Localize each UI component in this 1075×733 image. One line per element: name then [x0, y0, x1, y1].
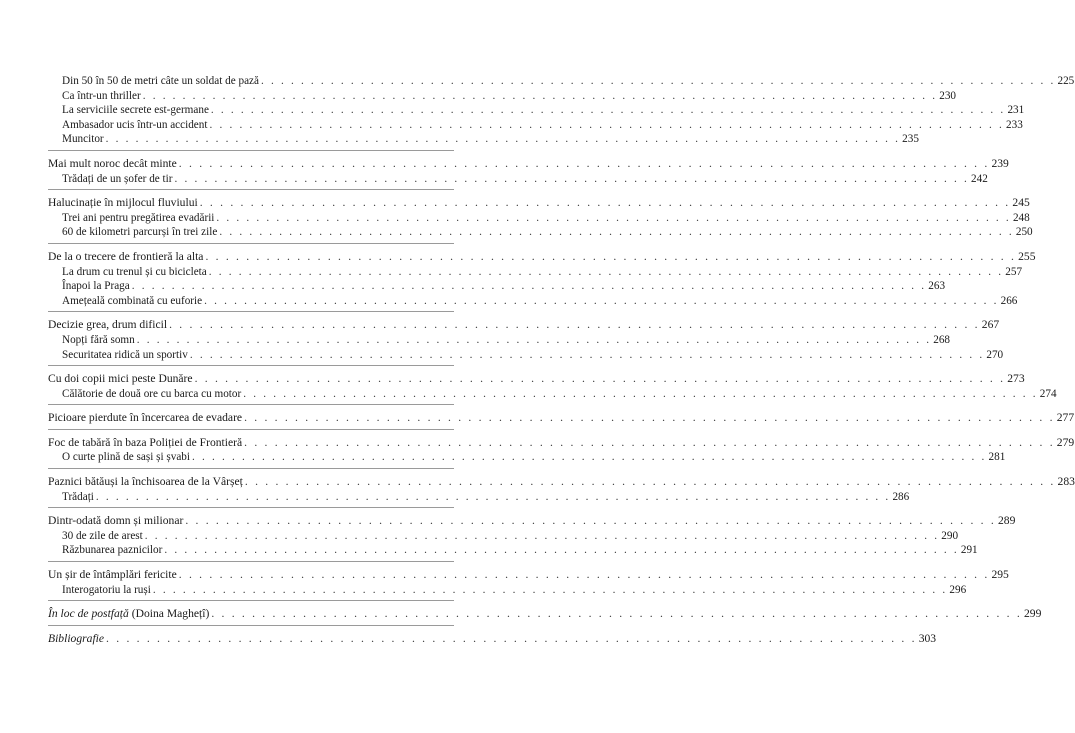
toc-chapter: [48, 568, 1009, 583]
toc-group: [48, 411, 1075, 430]
dot-leader: . . . . . . . . . . . . . . . . . . . . . . . . . . . . . . . . . . . . . . . . . . . . . . . . . . . . . . . . . . . . . . . . . . . . . . . . . . . . . . . .: [152, 583, 948, 596]
toc-group: [48, 514, 1016, 562]
page-number: 239: [991, 156, 1009, 170]
toc-subentry: [48, 543, 978, 558]
dot-leader: . . . . . . . . . . . . . . . . . . . . . . . . . . . . . . . . . . . . . . . . . . . . . . . . . . . . . . . . . . . . . . . . . . . . . . . . . . . . . . . .: [174, 172, 970, 185]
toc-subentry: [48, 172, 988, 187]
postscript-title: În loc de postfață: [48, 607, 129, 621]
entry-title: 60 de kilometri parcurși în trei zile: [62, 226, 218, 239]
page-number: 277: [1056, 411, 1075, 425]
toc-subentry: [48, 103, 1025, 118]
entry-title: Paznici bătăuși la închisoarea de la Vârșeț: [48, 475, 243, 489]
dot-leader: . . . . . . . . . . . . . . . . . . . . . . . . . . . . . . . . . . . . . . . . . . . . . . . . . . . . . . . . . . . . . . . . . . . . . . . . . . . . . . . .: [211, 607, 1022, 621]
dot-leader: . . . . . . . . . . . . . . . . . . . . . . . . . . . . . . . . . . . . . . . . . . . . . . . . . . . . . . . . . . . . . . . . . . . . . . . . . . . . . . . .: [216, 211, 1011, 224]
entry-title: Trădați: [62, 490, 94, 503]
dot-leader: . . . . . . . . . . . . . . . . . . . . . . . . . . . . . . . . . . . . . . . . . . . . . . . . . . . . . . . . . . . . . . . . . . . . . . . . . . . . . . . .: [136, 333, 932, 346]
page-number: 270: [986, 348, 1004, 361]
dot-leader: . . . . . . . . . . . . . . . . . . . . . . . . . . . . . . . . . . . . . . . . . . . . . . . . . . . . . . . . . . . . . . . . . . . . . . . . . . . . . . . .: [142, 89, 938, 102]
entry-title: Halucinație în mijlocul fluviului: [48, 196, 198, 210]
entry-title: Decizie grea, drum dificil: [48, 318, 168, 332]
entry-title: La drum cu trenul și cu bicicleta: [62, 265, 207, 278]
dot-leader: . . . . . . . . . . . . . . . . . . . . . . . . . . . . . . . . . . . . . . . . . . . . . . . . . . . . . . . . . . . . . . . . . . . . . . . . . . . . . . . .: [192, 451, 987, 464]
entry-title: 30 de zile de arest: [62, 529, 143, 542]
toc-group: [48, 372, 1057, 405]
dot-leader: . . . . . . . . . . . . . . . . . . . . . . . . . . . . . . . . . . . . . . . . . . . . . . . . . . . . . . . . . . . . . . . . . . . . . . . . . . . . . . . .: [164, 544, 959, 557]
dot-leader: . . . . . . . . . . . . . . . . . . . . . . . . . . . . . . . . . . . . . . . . . . . . . . . . . . . . . . . . . . . . . . . . . . . . . . . . . . . . . . . .: [208, 265, 1004, 278]
toc-subentry: [48, 132, 919, 147]
toc-subentry: [48, 89, 956, 104]
toc-chapter: [48, 475, 1075, 490]
toc-subentry: [48, 265, 1023, 280]
toc-chapter: [48, 372, 1025, 387]
page-number: 257: [1005, 265, 1023, 278]
entry-title: Ca într-un thriller: [62, 89, 141, 102]
page-number: 255: [1018, 249, 1036, 263]
page-number: 245: [1012, 196, 1030, 210]
toc-group: [48, 435, 1075, 469]
page-number: 279: [1056, 435, 1075, 449]
toc-chapter: [48, 411, 1075, 426]
toc-group: [48, 607, 1042, 626]
toc-subentry: [48, 490, 910, 505]
page-number: 274: [1039, 387, 1057, 400]
entry-title: Ambasador ucis într-un accident: [62, 118, 208, 131]
postscript-author: (Doina Maghețî): [131, 607, 210, 621]
dot-leader: . . . . . . . . . . . . . . . . . . . . . . . . . . . . . . . . . . . . . . . . . . . . . . . . . . . . . . . . . . . . . . . . . . . . . . . . . . . . . . . .: [260, 75, 1056, 87]
page-number: 233: [1006, 118, 1023, 131]
toc-bibliography: [48, 631, 937, 647]
dot-leader: . . . . . . . . . . . . . . . . . . . . . . . . . . . . . . . . . . . . . . . . . . . . . . . . . . . . . . . . . . . . . . . . . . . . . . . . . . . . . . . .: [205, 249, 1017, 263]
toc-subentry: [48, 348, 1004, 363]
page-number: 231: [1007, 104, 1025, 117]
toc-group: [48, 156, 1009, 190]
page-number: 263: [928, 280, 946, 293]
dot-leader: . . . . . . . . . . . . . . . . . . . . . . . . . . . . . . . . . . . . . . . . . . . . . . . . . . . . . . . . . . . . . . . . . . . . . . . . . . . . . . . .: [244, 475, 1056, 489]
dot-leader: . . . . . . . . . . . . . . . . . . . . . . . . . . . . . . . . . . . . . . . . . . . . . . . . . . . . . . . . . . . . . . . . . . . . . . . . . . . . . . . .: [194, 372, 1006, 386]
page-number: 290: [941, 529, 959, 542]
toc-group: [48, 74, 1075, 151]
entry-title: Interogatoriu la ruși: [62, 583, 151, 596]
toc-postscript: [48, 607, 1042, 622]
toc-group: [48, 318, 1004, 366]
entry-title: Răzbunarea paznicilor: [62, 544, 163, 557]
entry-title: Amețeală combinată cu euforie: [62, 294, 203, 307]
dot-leader: . . . . . . . . . . . . . . . . . . . . . . . . . . . . . . . . . . . . . . . . . . . . . . . . . . . . . . . . . . . . . . . . . . . . . . . . . . . . . . . .: [204, 294, 999, 307]
toc-subentry: [48, 118, 1023, 133]
dot-leader: . . . . . . . . . . . . . . . . . . . . . . . . . . . . . . . . . . . . . . . . . . . . . . . . . . . . . . . . . . . . . . . . . . . . . . . . . . . . . . . .: [178, 568, 990, 582]
toc-chapter: [48, 435, 1075, 451]
dot-leader: . . . . . . . . . . . . . . . . . . . . . . . . . . . . . . . . . . . . . . . . . . . . . . . . . . . . . . . . . . . . . . . . . . . . . . . . . . . . . . . .: [189, 348, 985, 361]
entry-title: Călătorie de două ore cu barca cu motor: [62, 387, 242, 400]
dot-leader: . . . . . . . . . . . . . . . . . . . . . . . . . . . . . . . . . . . . . . . . . . . . . . . . . . . . . . . . . . . . . . . . . . . . . . . . . . . . . . . .: [210, 104, 1006, 117]
entry-title: Trei ani pentru pregătirea evadării: [62, 211, 215, 224]
page-number: 303: [918, 631, 937, 645]
page-number: 242: [971, 172, 988, 185]
page-number: 273: [1007, 372, 1025, 386]
toc-subentry: [48, 387, 1057, 402]
page-number: 267: [981, 318, 1000, 332]
toc-subentry: [48, 225, 1033, 240]
entry-title: Bibliografie: [48, 631, 105, 645]
page-number: 268: [933, 333, 950, 346]
entry-title: Muncitor: [62, 133, 104, 146]
toc-chapter: [48, 249, 1036, 265]
dot-leader: . . . . . . . . . . . . . . . . . . . . . . . . . . . . . . . . . . . . . . . . . . . . . . . . . . . . . . . . . . . . . . . . . . . . . . . . . . . . . . . .: [105, 133, 901, 146]
entry-title: Cu doi copii mici peste Dunăre: [48, 372, 193, 386]
toc-chapter: [48, 196, 1030, 211]
entry-title: [48, 607, 209, 622]
table-of-contents: [48, 74, 1075, 655]
dot-leader: . . . . . . . . . . . . . . . . . . . . . . . . . . . . . . . . . . . . . . . . . . . . . . . . . . . . . . . . . . . . . . . . . . . . . . . . . . . . . . . .: [169, 318, 980, 332]
toc-group: [48, 568, 1009, 601]
entry-title: De la o trecere de frontieră la alta: [48, 249, 204, 263]
toc-subentry: [48, 279, 946, 294]
page-number: 286: [892, 490, 910, 503]
toc-subentry: [48, 583, 967, 598]
toc-subentry: [48, 74, 1075, 89]
dot-leader: . . . . . . . . . . . . . . . . . . . . . . . . . . . . . . . . . . . . . . . . . . . . . . . . . . . . . . . . . . . . . . . . . . . . . . . . . . . . . . . .: [131, 280, 927, 293]
dot-leader: . . . . . . . . . . . . . . . . . . . . . . . . . . . . . . . . . . . . . . . . . . . . . . . . . . . . . . . . . . . . . . . . . . . . . . . . . . . . . . . .: [185, 514, 996, 528]
toc-chapter: [48, 514, 1016, 529]
page-number: 248: [1012, 211, 1030, 224]
toc-group: [48, 249, 1036, 312]
page-number: 295: [991, 568, 1009, 582]
dot-leader: . . . . . . . . . . . . . . . . . . . . . . . . . . . . . . . . . . . . . . . . . . . . . . . . . . . . . . . . . . . . . . . . . . . . . . . . . . . . . . . .: [178, 156, 990, 170]
dot-leader: . . . . . . . . . . . . . . . . . . . . . . . . . . . . . . . . . . . . . . . . . . . . . . . . . . . . . . . . . . . . . . . . . . . . . . . . . . . . . . . .: [95, 490, 891, 503]
entry-title: O curte plină de sași și șvabi: [62, 451, 191, 464]
toc-subentry: [48, 333, 950, 348]
entry-title: Foc de tabără în baza Poliției de Frontieră: [48, 435, 243, 449]
entry-title: Nopți fără somn: [62, 333, 135, 346]
page-number: 296: [949, 583, 967, 596]
page-number: 283: [1057, 475, 1075, 489]
entry-title: La serviciile secrete est-germane: [62, 104, 209, 117]
entry-title: Dintr-odată domn și milionar: [48, 514, 184, 528]
toc-subentry: [48, 450, 1006, 465]
dot-leader: . . . . . . . . . . . . . . . . . . . . . . . . . . . . . . . . . . . . . . . . . . . . . . . . . . . . . . . . . . . . . . . . . . . . . . . . . . . . . . . .: [199, 196, 1011, 210]
entry-title: Trădați de un șofer de tir: [62, 172, 173, 185]
dot-leader: . . . . . . . . . . . . . . . . . . . . . . . . . . . . . . . . . . . . . . . . . . . . . . . . . . . . . . . . . . . . . . . . . . . . . . . . . . . . . . . .: [106, 631, 917, 645]
entry-title: Un șir de întâmplări fericite: [48, 568, 177, 582]
toc-group: [48, 631, 937, 650]
toc-chapter: [48, 156, 1009, 172]
page-number: 291: [960, 544, 978, 557]
page-number: 289: [997, 514, 1016, 528]
page-number: 266: [1000, 294, 1018, 307]
toc-subentry: [48, 294, 1018, 309]
entry-title: Picioare pierdute în încercarea de evadare: [48, 411, 243, 425]
dot-leader: . . . . . . . . . . . . . . . . . . . . . . . . . . . . . . . . . . . . . . . . . . . . . . . . . . . . . . . . . . . . . . . . . . . . . . . . . . . . . . . .: [219, 226, 1014, 239]
toc-group: [48, 475, 1075, 508]
page-number: 299: [1023, 607, 1042, 621]
toc-chapter: [48, 318, 1000, 333]
dot-leader: . . . . . . . . . . . . . . . . . . . . . . . . . . . . . . . . . . . . . . . . . . . . . . . . . . . . . . . . . . . . . . . . . . . . . . . . . . . . . . . .: [243, 387, 1038, 400]
dot-leader: . . . . . . . . . . . . . . . . . . . . . . . . . . . . . . . . . . . . . . . . . . . . . . . . . . . . . . . . . . . . . . . . . . . . . . . . . . . . . . . .: [244, 435, 1055, 449]
entry-title: Mai mult noroc decât minte: [48, 156, 177, 170]
page-number: 250: [1015, 226, 1033, 239]
page-number: 281: [988, 451, 1006, 464]
toc-group: [48, 196, 1033, 244]
page-number: 225: [1057, 75, 1075, 87]
page-number: 230: [939, 89, 956, 102]
toc-subentry: [48, 529, 959, 544]
dot-leader: . . . . . . . . . . . . . . . . . . . . . . . . . . . . . . . . . . . . . . . . . . . . . . . . . . . . . . . . . . . . . . . . . . . . . . . . . . . . . . . .: [244, 411, 1055, 425]
dot-leader: . . . . . . . . . . . . . . . . . . . . . . . . . . . . . . . . . . . . . . . . . . . . . . . . . . . . . . . . . . . . . . . . . . . . . . . . . . . . . . . .: [209, 118, 1004, 131]
toc-subentry: [48, 211, 1030, 226]
page-number: 235: [902, 133, 919, 146]
dot-leader: . . . . . . . . . . . . . . . . . . . . . . . . . . . . . . . . . . . . . . . . . . . . . . . . . . . . . . . . . . . . . . . . . . . . . . . . . . . . . . . .: [144, 529, 940, 542]
entry-title: Securitatea ridică un sportiv: [62, 348, 188, 361]
entry-title: Înapoi la Praga: [62, 280, 130, 293]
entry-title: Din 50 în 50 de metri câte un soldat de pază: [62, 75, 259, 87]
